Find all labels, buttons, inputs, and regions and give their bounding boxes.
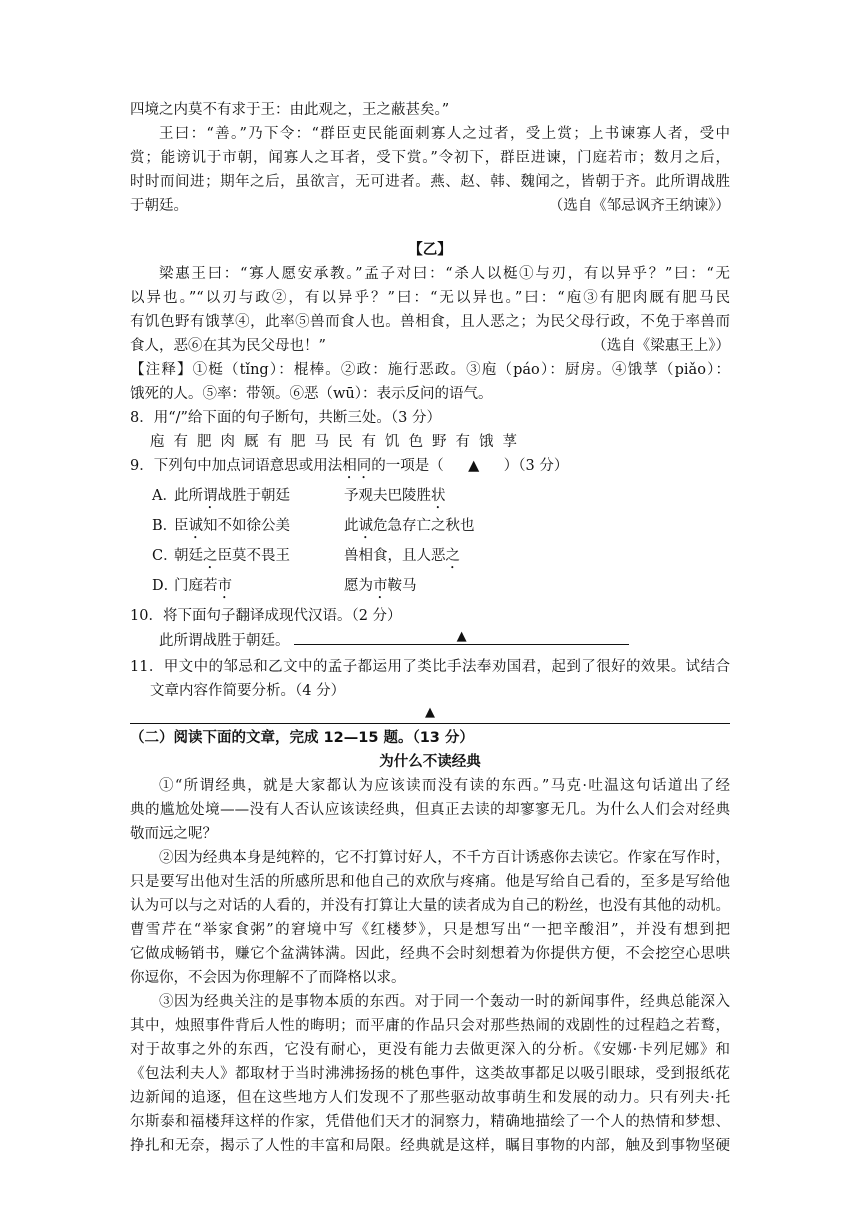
jia-line-2: 王曰：“善。”乃下令：“群臣吏民能面刺寡人之过者，受上赏；上书谏寡人者，受中 xyxy=(159,126,730,142)
yi-source: （选自《梁惠王上》） xyxy=(592,338,730,354)
article-line: ①“所谓经典，就是大家都认为应该读而没有读的东西。”马克·吐温这句话道出了经 xyxy=(159,778,730,794)
q11-answer-triangle: ▲ xyxy=(425,705,435,720)
q9-options xyxy=(130,482,730,602)
exam-page xyxy=(130,98,730,1158)
q11-line-1: 11．甲文中的邹忌和乙文中的孟子都运用了类比手法奉劝国君，起到了很好的效果。试结合 xyxy=(130,659,730,675)
jia-line-4: 时时而间进；期年之后，虽欲言，无可进者。燕、赵、韩、魏闻之，皆朝于齐。此所谓战胜 xyxy=(130,174,730,190)
yi-note-1: 【注释】①梃（tǐng）：棍棒。②政：施行恶政。③庖（páo）：厨房。④饿莩（piǎo）： xyxy=(130,362,730,378)
article-line: 你逗你，不会因为你理解不了而降格以求。 xyxy=(130,970,406,986)
article-line: 敬而远之呢？ xyxy=(130,826,217,842)
article-line: 典的尴尬处境——没有人否认应该读经典，但真正去读的却寥寥无几。为什么人们会对经典 xyxy=(130,802,730,818)
article-line: 它做成畅销书，赚它个盆满钵满。因此，经典不会时刻想着为你提供方便，不会挖空心思哄 xyxy=(130,946,730,962)
article-line: ②因为经典本身是纯粹的，它不打算讨好人，不千方百计诱惑你去读它。作家在写作时， xyxy=(159,850,730,866)
q9-option-right: 兽相食，且人恶之 xyxy=(344,548,460,564)
q8-question: 8．用“/”给下面的句子断句，共断三处。（3 分） xyxy=(130,410,442,426)
article-line: 边新闻的追逐，但在这些地方人们发现不了那些驱动故事萌生和发展的动力。只有列夫·托 xyxy=(130,1090,730,1106)
q9-answer-triangle: ▲ xyxy=(468,458,480,474)
q9-option-label: B． xyxy=(152,518,178,534)
part2-heading: （二）阅读下面的文章，完成 12—15 题。（13 分） xyxy=(130,730,474,746)
q10-answer-line[interactable] xyxy=(294,628,629,645)
q9-option-left: 此所谓战胜于朝廷 xyxy=(174,488,290,504)
q9-option xyxy=(130,512,730,542)
q9-option xyxy=(130,542,730,572)
q9-option-left: 臣诚知不如徐公美 xyxy=(174,518,290,534)
jia-source: （选自《邹忌讽齐王纳谏》） xyxy=(548,198,730,214)
jia-line-1: 四境之内莫不有求于王：由此观之，王之蔽甚矣。” xyxy=(130,102,450,118)
q9-option-label: C． xyxy=(152,548,178,564)
q9-option-label: A． xyxy=(152,488,177,504)
q11-answer-line[interactable] xyxy=(130,703,730,724)
article-title: 为什么不读经典 xyxy=(379,754,481,770)
jia-line-3: 赏；能谤讥于市朝，闻寡人之耳者，受下赏。”令初下，群臣进谏，门庭若市；数月之后， xyxy=(130,150,730,166)
yi-line-3: 有饥色野有饿莩④，此率⑤兽而食人也。兽相食，且人恶之；为民父母行政，不免于率兽而 xyxy=(130,314,730,330)
q9-option-right: 此诚危急存亡之秋也 xyxy=(344,518,475,534)
q11-line-2: 文章内容作简要分析。（4 分） xyxy=(150,683,346,699)
jia-line-5-text: 于朝廷。 xyxy=(130,198,188,214)
yi-line-4 xyxy=(130,334,730,358)
q10-question: 10．将下面句子翻译成现代汉语。（2 分） xyxy=(130,608,402,624)
yi-line-4-text: 食人，恶⑥在其为民父母也！” xyxy=(130,338,326,354)
q9-option xyxy=(130,482,730,512)
article-line: 对于故事之外的东西，它没有耐心，更没有能力去做更深入的分析。《安娜·卡列尼娜》和 xyxy=(130,1042,730,1058)
article-body xyxy=(130,774,730,1158)
q9-option-left: 朝廷之臣莫不畏王 xyxy=(174,548,290,564)
article-line: 挣扎和无奈，揭示了人性的丰富和局限。经典就是这样，瞩目事物的内部，触及到事物坚硬 xyxy=(130,1138,730,1154)
q8-sentence: 庖有肥肉厩有肥马民有饥色野有饿莩 xyxy=(150,434,526,450)
yi-line-1: 梁惠王曰：“寡人愿安承教。”孟子对曰：“杀人以梃①与刃，有以异乎？”曰：“无 xyxy=(159,266,730,282)
article-line: 曹雪芹在“举家食粥”的窘境中写《红楼梦》，只是想写出“一把辛酸泪”，并没有想到把 xyxy=(130,922,730,938)
q9-option-left: 门庭若市 xyxy=(174,578,232,594)
q9-post: 的一项是（ xyxy=(371,458,444,474)
article-line: 其中，烛照事件背后人性的晦明；而平庸的作品只会对那些热闹的戏剧性的过程趋之若鹜， xyxy=(130,1018,730,1034)
q10-sentence: 此所谓战胜于朝廷。 xyxy=(159,633,290,649)
q9-option-right: 愿为市鞍马 xyxy=(344,578,417,594)
q10-answer-triangle: ▲ xyxy=(456,629,467,644)
q9-option-right: 予观夫巴陵胜状 xyxy=(344,488,446,504)
article-line: 只是要写出他对生活的所感所思和他自己的欢欣与疼痛。他是写给自己看的，至多是写给他 xyxy=(130,874,730,890)
q9-option xyxy=(130,572,730,602)
q10-answer-row xyxy=(130,628,730,653)
article-line: 《包法利夫人》都取材于当时沸沸扬扬的桃色事件，这类故事都足以吸引眼球，受到报纸花 xyxy=(130,1066,730,1082)
q9-end: ）（3 分） xyxy=(503,458,569,474)
q9-question xyxy=(130,454,730,482)
jia-line-5 xyxy=(130,194,730,218)
yi-line-2: 以异也。”“以刃与政②，有以异乎？”曰：“无以异也。”曰：“庖③有肥肉厩有肥马民 xyxy=(130,290,730,306)
q9-option-label: D． xyxy=(152,578,179,594)
article-line: ③因为经典关注的是事物本质的东西。对于同一个轰动一时的新闻事件，经典总能深入 xyxy=(159,994,730,1010)
article-line: 认为可以与之对话的人看的，并没有打算让大量的读者成为自己的粉丝，也没有其他的动机。 xyxy=(130,898,730,914)
article-line: 尔斯泰和福楼拜这样的作家，凭借他们天才的洞察力，精确地描绘了一个人的热情和梦想、 xyxy=(130,1114,730,1130)
q9-pre: 9．下列句中加点词语意思或用法 xyxy=(130,458,343,474)
yi-note-2: 饿死的人。⑤率：带领。⑥恶（wū）：表示反问的语气。 xyxy=(130,386,493,402)
q9-emphasis: 相同 xyxy=(342,458,372,474)
yi-heading: 【乙】 xyxy=(408,241,452,258)
